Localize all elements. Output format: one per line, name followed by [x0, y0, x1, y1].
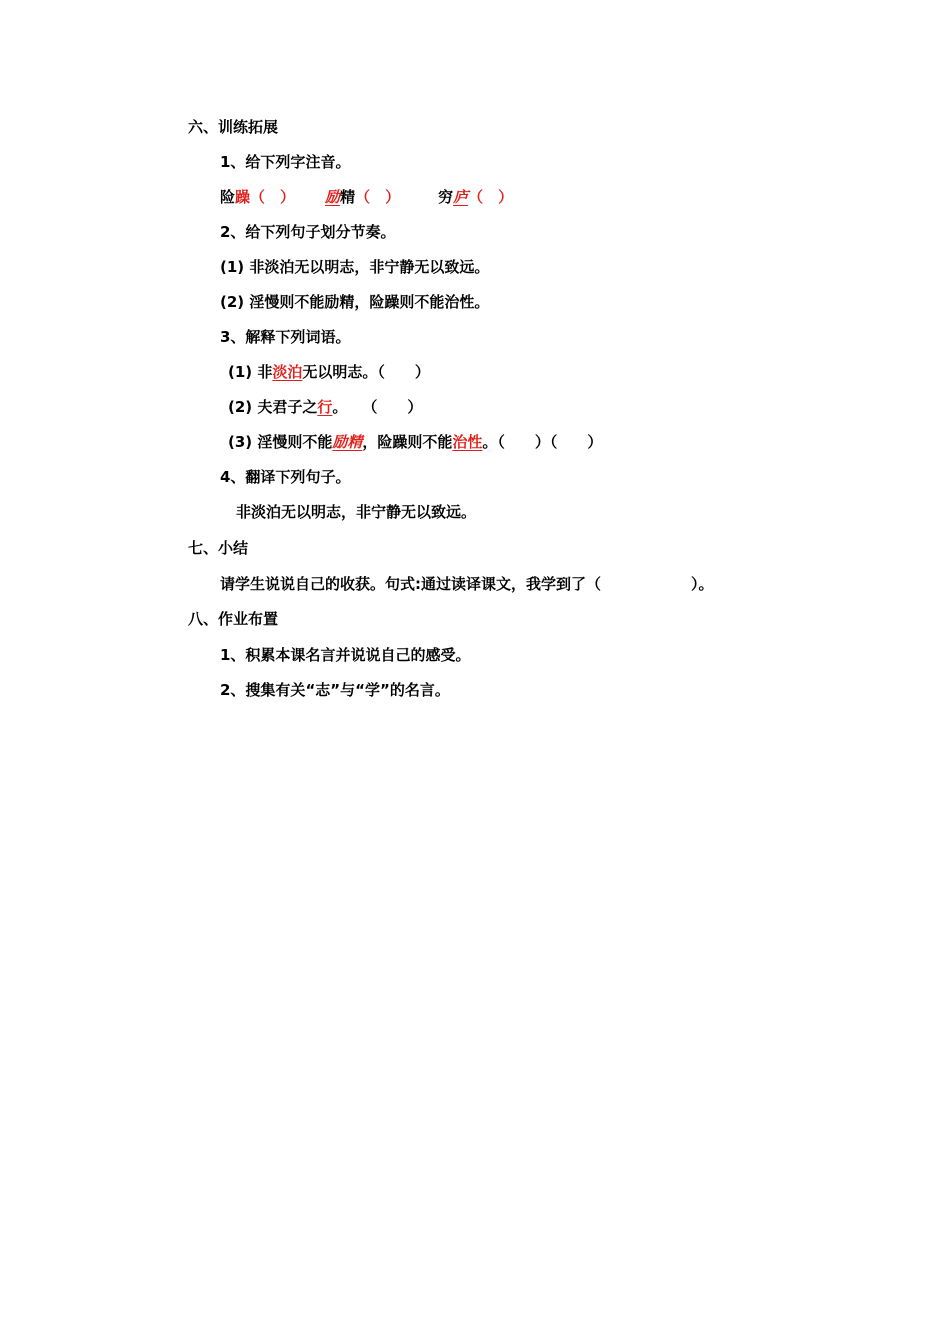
q3-item-2: (2) 夫君子之行。 （ ）: [228, 398, 423, 416]
q4-sentence: 非淡泊无以明志，非宁静无以致远。: [236, 503, 477, 521]
q3-prompt: 3、解释下列词语。: [220, 328, 351, 346]
homework-item-2: 2、搜集有关“志”与“学”的名言。: [220, 681, 450, 699]
homework-item-1: 1、积累本课名言并说说自己的感受。: [220, 646, 471, 664]
q4-prompt: 4、翻译下列句子。: [220, 468, 351, 486]
summary-text: 请学生说说自己的收获。句式:通过读译课文，我学到了（ ）。: [220, 575, 714, 593]
q3-item-1: (1) 非淡泊无以明志。（ ）: [228, 363, 430, 381]
section-7-heading: 七、小结: [188, 539, 249, 557]
q1-item-2: 励精（ ）: [325, 188, 401, 206]
section-6-heading: 六、训练拓展: [188, 118, 279, 136]
q2-sentence-2: (2) 淫慢则不能励精，险躁则不能治性。: [220, 293, 490, 311]
q1-item-1: 险躁（ ）: [220, 188, 296, 206]
q1-prompt: 1、给下列字注音。: [220, 153, 351, 171]
q2-prompt: 2、给下列句子划分节奏。: [220, 223, 396, 241]
q3-item-3: (3) 淫慢则不能励精，险躁则不能治性。（ ）（ ）: [228, 433, 603, 451]
section-8-heading: 八、作业布置: [188, 610, 279, 628]
q1-item-3: 穷庐（ ）: [438, 188, 514, 206]
q2-sentence-1: (1) 非淡泊无以明志，非宁静无以致远。: [220, 258, 490, 276]
q1-items: [220, 187, 513, 207]
